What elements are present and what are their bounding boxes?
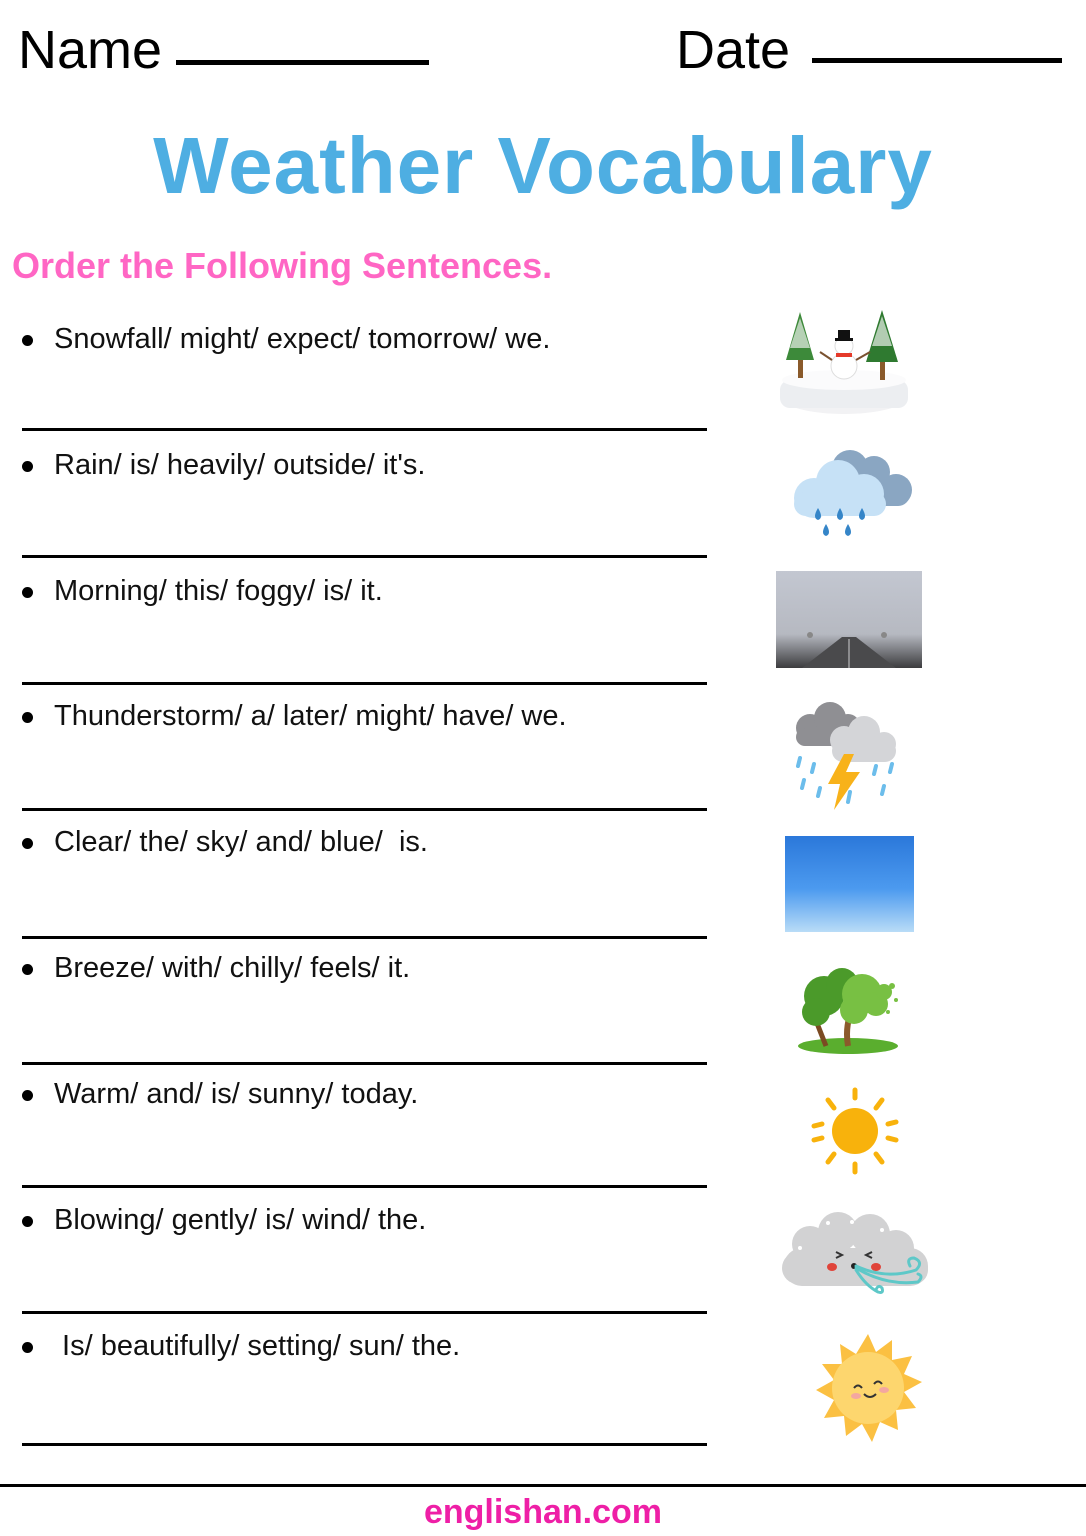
sentence-text: Breeze/ with/ chilly/ feels/ it.: [54, 952, 411, 984]
bullet: [22, 461, 33, 472]
date-label: Date: [676, 20, 791, 80]
sentence-text: Blowing/ gently/ is/ wind/ the.: [54, 1204, 427, 1236]
sentence-text: Warm/ and/ is/ sunny/ today.: [54, 1078, 419, 1110]
sentence-text: Clear/ the/ sky/ and/ blue/ is.: [54, 826, 428, 858]
thunderstorm-icon: [788, 700, 900, 810]
windy-tree-icon: [796, 966, 904, 1056]
bullet: [22, 838, 33, 849]
footer-divider: [0, 1484, 1086, 1487]
bullet: [22, 1342, 33, 1353]
bullet: [22, 587, 33, 598]
name-field-line[interactable]: [176, 60, 429, 65]
instruction-heading: Order the Following Sentences.: [12, 245, 553, 286]
page-title: Weather Vocabulary: [153, 121, 933, 210]
bullet: [22, 964, 33, 975]
smiling-sun-icon: [812, 1332, 924, 1444]
answer-line[interactable]: [22, 808, 707, 811]
foggy-road-image: [776, 571, 922, 668]
sentence-text: Rain/ is/ heavily/ outside/ it's.: [54, 449, 426, 481]
answer-line[interactable]: [22, 428, 707, 431]
bullet: [22, 335, 33, 346]
sentence-text: Snowfall/ might/ expect/ tomorrow/ we.: [54, 323, 551, 355]
answer-line[interactable]: [22, 1311, 707, 1314]
bullet: [22, 1216, 33, 1227]
blowing-cloud-icon: [780, 1208, 934, 1308]
blue-sky-image: [785, 836, 914, 932]
sentence-text: Is/ beautifully/ setting/ sun/ the.: [54, 1330, 461, 1362]
answer-line[interactable]: [22, 1062, 707, 1065]
answer-line[interactable]: [22, 1185, 707, 1188]
bullet: [22, 1090, 33, 1101]
answer-line[interactable]: [22, 555, 707, 558]
rain-cloud-icon: [788, 446, 918, 542]
answer-line[interactable]: [22, 936, 707, 939]
answer-line[interactable]: [22, 682, 707, 685]
sentence-text: Thunderstorm/ a/ later/ might/ have/ we.: [54, 700, 567, 732]
snowman-winter-icon: [776, 308, 912, 416]
sun-icon: [810, 1086, 900, 1176]
footer-website: englishan.com: [423, 1493, 663, 1531]
date-field-line[interactable]: [812, 58, 1062, 63]
sentence-text: Morning/ this/ foggy/ is/ it.: [54, 575, 383, 607]
name-label: Name: [18, 20, 163, 80]
answer-line[interactable]: [22, 1443, 707, 1446]
bullet: [22, 712, 33, 723]
